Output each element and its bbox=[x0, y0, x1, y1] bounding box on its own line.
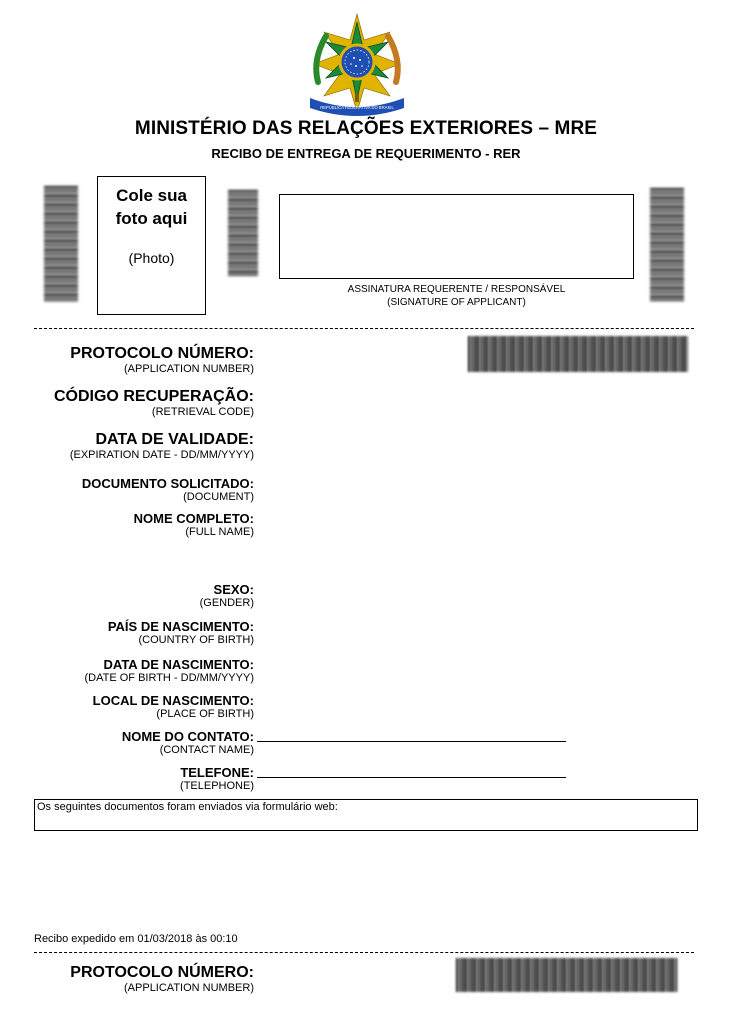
signature-label bbox=[279, 283, 634, 309]
coat-ribbon-text: REPÚBLICA FEDERATIVA DO BRASIL bbox=[320, 105, 394, 110]
footer-protocol-sub: (APPLICATION NUMBER) bbox=[124, 982, 254, 994]
field-date-birth-sub: (DATE OF BIRTH - DD/MM/YYYY) bbox=[84, 672, 254, 684]
field-date-birth bbox=[85, 658, 255, 685]
footer-application-barcode bbox=[456, 958, 678, 992]
field-gender-sub: (GENDER) bbox=[199, 597, 254, 609]
receipt-issued: Recibo expedido em 01/03/2018 às 00:10 bbox=[34, 933, 238, 945]
field-telephone bbox=[180, 766, 254, 793]
field-place-birth bbox=[93, 694, 254, 721]
field-document-label: DOCUMENTO SOLICITADO bbox=[81, 476, 250, 491]
field-country-birth-sub: (COUNTRY OF BIRTH) bbox=[138, 634, 254, 646]
colon: : bbox=[249, 693, 254, 708]
field-full-name bbox=[134, 512, 254, 539]
colon: : bbox=[249, 765, 254, 780]
field-gender-label: SEXO bbox=[213, 582, 250, 597]
field-validity bbox=[70, 431, 254, 462]
field-telephone-label: TELEFONE bbox=[180, 765, 250, 780]
field-retrieval-sub: (RETRIEVAL CODE) bbox=[151, 406, 254, 418]
field-country-birth-label: PAÍS DE NASCIMENTO bbox=[107, 619, 250, 634]
signature-label-en: (SIGNATURE OF APPLICANT) bbox=[387, 297, 526, 308]
barcode-middle bbox=[228, 190, 258, 276]
field-protocol bbox=[70, 345, 254, 376]
barcode-right bbox=[650, 188, 684, 302]
photo-title-line2: foto aqui bbox=[115, 209, 188, 228]
field-date-birth-label: DATA DE NASCIMENTO bbox=[103, 657, 250, 672]
colon: : bbox=[249, 619, 254, 634]
colon: : bbox=[249, 582, 254, 597]
field-document bbox=[82, 477, 254, 504]
field-full-name-sub: (FULL NAME) bbox=[185, 526, 254, 538]
field-contact-name-label: NOME DO CONTATO bbox=[121, 729, 250, 744]
barcode-left bbox=[44, 186, 78, 302]
page-subtitle: RECIBO DE ENTREGA DE REQUERIMENTO - RER bbox=[211, 146, 521, 161]
colon: : bbox=[249, 729, 254, 744]
field-place-birth-sub: (PLACE OF BIRTH) bbox=[156, 708, 254, 720]
colon: : bbox=[249, 476, 254, 491]
documents-note: Os seguintes documentos foram enviados via formulário web: bbox=[37, 801, 338, 813]
field-protocol-sub: (APPLICATION NUMBER) bbox=[124, 363, 254, 375]
dashed-divider-top bbox=[34, 328, 694, 329]
colon: : bbox=[248, 345, 254, 362]
colon: : bbox=[248, 388, 254, 405]
field-validity-sub: (EXPIRATION DATE - DD/MM/YYYY) bbox=[69, 449, 254, 461]
dashed-divider-bottom bbox=[34, 952, 694, 953]
telephone-line bbox=[257, 777, 566, 778]
footer-protocol-label: PROTOCOLO NÚMERO: bbox=[70, 964, 254, 981]
field-full-name-label: NOME COMPLETO bbox=[133, 511, 250, 526]
colon: : bbox=[249, 511, 254, 526]
signature-box bbox=[279, 194, 634, 279]
field-contact-name bbox=[122, 730, 254, 757]
field-protocol-label: PROTOCOLO NÚMERO bbox=[70, 345, 249, 362]
field-telephone-sub: (TELEPHONE) bbox=[180, 780, 254, 792]
field-validity-label: DATA DE VALIDADE bbox=[95, 431, 249, 448]
field-document-sub: (DOCUMENT) bbox=[183, 491, 254, 503]
application-barcode bbox=[468, 336, 688, 372]
photo-title-line1: Cole sua bbox=[116, 186, 187, 205]
page-title: MINISTÉRIO DAS RELAÇÕES EXTERIORES – MRE bbox=[134, 118, 598, 139]
documents-box bbox=[34, 799, 698, 831]
field-place-birth-label: LOCAL DE NASCIMENTO bbox=[92, 693, 250, 708]
photo-placeholder bbox=[97, 176, 206, 315]
field-country-birth bbox=[108, 620, 254, 647]
signature-label-pt: ASSINATURA REQUERENTE / RESPONSÁVEL bbox=[347, 284, 566, 295]
field-gender bbox=[200, 583, 254, 610]
footer-protocol bbox=[70, 964, 254, 995]
field-retrieval-label: CÓDIGO RECUPERAÇÃO bbox=[53, 388, 249, 405]
contact-name-line bbox=[257, 741, 566, 742]
photo-caption: (Photo) bbox=[128, 250, 175, 266]
brazil-coat-of-arms-icon bbox=[304, 12, 410, 116]
field-contact-name-sub: (CONTACT NAME) bbox=[159, 744, 254, 756]
colon: : bbox=[249, 657, 254, 672]
colon: : bbox=[248, 431, 254, 448]
field-retrieval bbox=[54, 388, 254, 419]
